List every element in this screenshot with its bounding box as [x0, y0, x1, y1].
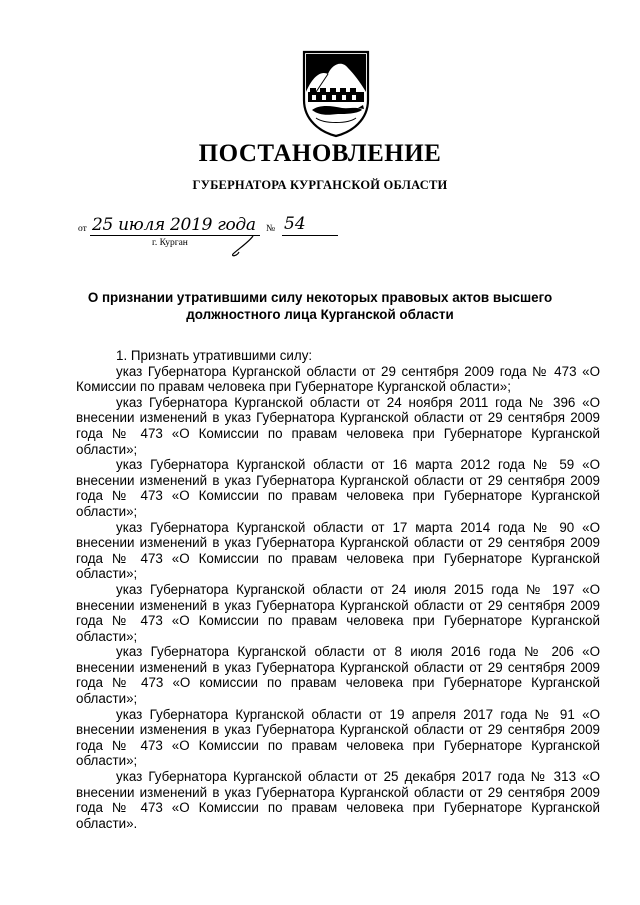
- list-item: указ Губернатора Курганской области от 17 марта 2014 года № 90 «О внесении изменений в указ Губернатора Курганской области от 29 сентября 2009 года № 473 «О Комиссии по правам человека при Губернаторе Курганской области»;: [76, 519, 600, 582]
- list-item: указ Губернатора Курганской области от 8 июля 2016 года № 206 «О внесении изменений в указ Губернатора Курганской области от 29 сентября 2009 года № 473 «О комиссии по правам человека при Губернаторе Курганской области»;: [76, 644, 600, 707]
- list-item: указ Губернатора Курганской области от 29 сентября 2009 года № 473 «О Комиссии по правам человека при Губернаторе Курганской области»;: [76, 363, 600, 395]
- coat-of-arms-icon: [298, 48, 374, 138]
- document-type-title: ПОСТАНОВЛЕНИЕ: [198, 140, 442, 167]
- date-prefix: от: [78, 224, 87, 234]
- number-underline: [282, 235, 338, 236]
- document-body: [76, 348, 600, 831]
- city: г. Курган: [152, 238, 188, 248]
- list-item: указ Губернатора Курганской области от 19 апреля 2017 года № 91 «О внесении изменения в указ Губернатора Курганской области от 29 сентября 2009 года № 473 «О Комиссии по правам человека при Губернаторе Курганской области»;: [76, 706, 600, 769]
- list-item: указ Губернатора Курганской области от 24 июля 2015 года № 197 «О внесении изменений в указ Губернатора Курганской области от 29 сентября 2009 года № 473 «О Комиссии по правам человека при Губернаторе Курганской области»;: [76, 581, 600, 644]
- handwriting-stroke-icon: [223, 234, 263, 258]
- dateline: [78, 214, 348, 254]
- document-subject: О признании утратившими силу некоторых правовых актов высшего должностного лица Курганской области: [87, 290, 553, 322]
- handwritten-number: 54: [284, 214, 306, 234]
- issuing-authority: ГУБЕРНАТОРА КУРГАНСКОЙ ОБЛАСТИ: [192, 178, 448, 192]
- paragraph-intro: 1. Признать утратившими силу:: [116, 348, 313, 363]
- list-item: указ Губернатора Курганской области от 25 декабря 2017 года № 313 «О внесении изменений в указ Губернатора Курганской области от 29 сентября 2009 года № 473 «О Комиссии по правам человека при Губернаторе Курганской области».: [76, 769, 600, 831]
- number-sign: №: [266, 224, 276, 234]
- list-item: указ Губернатора Курганской области от 16 марта 2012 года № 59 «О внесении изменений в указ Губернатора Курганской области от 29 сентября 2009 года № 473 «О Комиссии по правам человека при Губернаторе Курганской области»;: [76, 457, 600, 519]
- list-item: указ Губернатора Курганской области от 24 ноября 2011 года № 396 «О внесении изменений в указ Губернатора Курганской области от 29 сентября 2009 года № 473 «О Комиссии по правам человека при Губернаторе Курганской области»;: [76, 394, 600, 457]
- handwritten-date: 25 июля 2019 года: [92, 215, 256, 235]
